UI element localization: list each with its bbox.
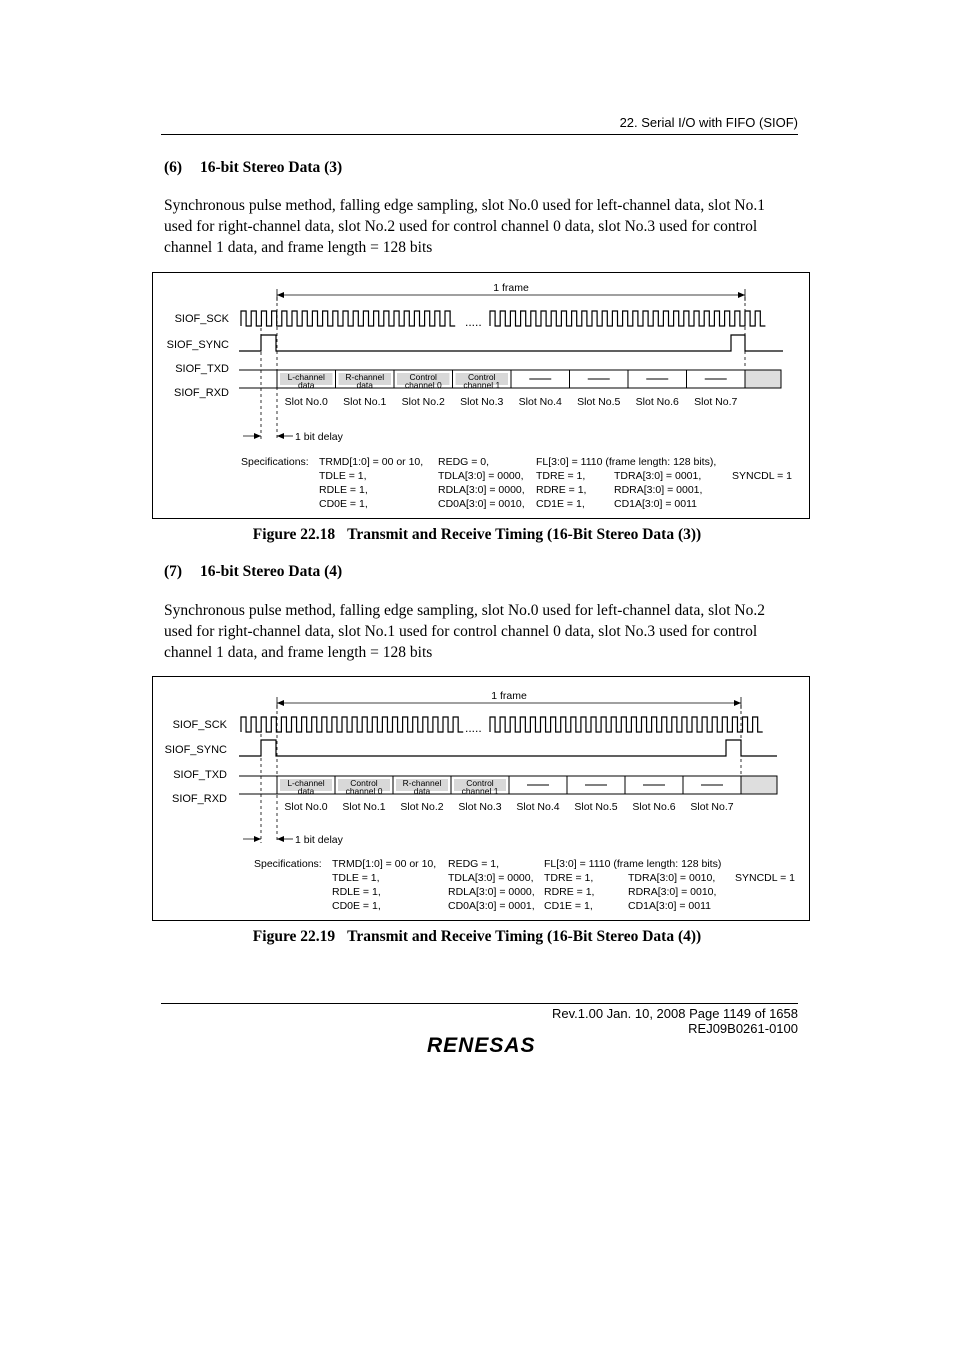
slot-label: Slot No.0 bbox=[284, 801, 328, 813]
data-cell-label: Control bbox=[468, 372, 496, 382]
spec-entry: CD1A[3:0] = 0011 bbox=[614, 498, 697, 510]
spec-entry: TDLA[3:0] = 0000, bbox=[448, 872, 534, 884]
spec-entry: RDRE = 1, bbox=[536, 484, 587, 496]
sck-break-ellipsis: ..... bbox=[465, 315, 482, 329]
data-cell-label: Control bbox=[466, 778, 494, 788]
section-6-title: 16-bit Stereo Data (3) bbox=[200, 159, 343, 176]
bit-delay-arrow-right bbox=[254, 836, 261, 842]
section-7-title: 16-bit Stereo Data (4) bbox=[200, 563, 343, 580]
spec-entry: TDLE = 1, bbox=[332, 872, 380, 884]
label-siof-sync: SIOF_SYNC bbox=[164, 744, 227, 756]
data-cell-label: R-channel bbox=[402, 778, 442, 788]
spec-entry: TDLE = 1, bbox=[319, 470, 367, 482]
spec-entry: RDRA[3:0] = 0001, bbox=[614, 484, 703, 496]
spec-entry: FL[3:0] = 1110 (frame length: 128 bits), bbox=[536, 456, 717, 468]
label-siof-rxd: SIOF_RXD bbox=[173, 387, 229, 399]
section-6-heading bbox=[164, 159, 342, 177]
footer-rule bbox=[161, 1003, 798, 1004]
slot-label: Slot No.3 bbox=[458, 801, 502, 813]
spec-entry: REDG = 0, bbox=[438, 456, 490, 468]
revision-info: Rev.1.00 Jan. 10, 2008 Page 1149 of 1658 bbox=[552, 1006, 798, 1021]
renesas-logo bbox=[425, 1033, 543, 1057]
data-cell-label: Control bbox=[350, 778, 378, 788]
spec-entry: TDRA[3:0] = 0001, bbox=[614, 470, 702, 482]
frame-arrow-left bbox=[277, 700, 284, 706]
slot-label: Slot No.1 bbox=[342, 801, 386, 813]
paragraph-line: channel 1 data, and frame length = 128 bits bbox=[164, 644, 433, 661]
data-cell-label: data bbox=[297, 786, 315, 796]
label-siof-sck: SIOF_SCK bbox=[174, 313, 229, 325]
specifications-label: Specifications: bbox=[254, 858, 322, 870]
section-7-heading bbox=[164, 563, 342, 581]
spec-entry: CD0A[3:0] = 0010, bbox=[438, 498, 525, 510]
spec-entry: SYNCDL = 1 bbox=[735, 872, 796, 884]
sck-waveform-part-1 bbox=[241, 717, 463, 732]
figure-22-19-box bbox=[152, 676, 810, 921]
label-siof-sync: SIOF_SYNC bbox=[166, 339, 229, 351]
bit-delay-label: 1 bit delay bbox=[295, 834, 343, 846]
timing-diagram-22-19 bbox=[153, 677, 809, 920]
section-7-number: (7) bbox=[164, 563, 183, 580]
slot-label: Slot No.7 bbox=[690, 801, 734, 813]
spec-entry: SYNCDL = 1 bbox=[732, 470, 793, 482]
figure-number: Figure 22.18 bbox=[252, 526, 336, 543]
data-cell-label: channel 0 bbox=[404, 380, 442, 390]
spec-entry: TDRE = 1, bbox=[544, 872, 594, 884]
label-siof-sck: SIOF_SCK bbox=[172, 719, 227, 731]
spec-entry: TRMD[1:0] = 00 or 10, bbox=[319, 456, 424, 468]
frame-arrow-left bbox=[277, 292, 284, 298]
spec-entry: RDLE = 1, bbox=[319, 484, 368, 496]
figure-22-19-caption bbox=[0, 928, 954, 946]
spec-entry: RDRE = 1, bbox=[544, 886, 595, 898]
slot-label: Slot No.1 bbox=[343, 396, 387, 408]
sck-waveform-part-2 bbox=[490, 311, 765, 326]
sync-waveform bbox=[239, 740, 777, 756]
spec-entry: FL[3:0] = 1110 (frame length: 128 bits) bbox=[544, 858, 722, 870]
data-cell-label: R-channel bbox=[345, 372, 385, 382]
slot-label: Slot No.4 bbox=[516, 801, 560, 813]
spec-entry: CD1E = 1, bbox=[544, 900, 593, 912]
slot-label: Slot No.6 bbox=[635, 396, 679, 408]
figure-title: Transmit and Receive Timing (16-Bit Stereo Data (4)) bbox=[347, 928, 702, 945]
frame-arrow-right bbox=[738, 292, 745, 298]
spec-entry: CD1A[3:0] = 0011 bbox=[628, 900, 711, 912]
label-siof-rxd: SIOF_RXD bbox=[171, 793, 227, 805]
paragraph-line: Synchronous pulse method, falling edge sampling, slot No.0 used for left-channel data, slot No.1 bbox=[164, 197, 765, 214]
figure-22-18-caption bbox=[0, 526, 954, 544]
data-cell-label: channel 0 bbox=[345, 786, 383, 796]
slot-label: Slot No.2 bbox=[400, 801, 444, 813]
section-6-number: (6) bbox=[164, 159, 183, 176]
figure-title: Transmit and Receive Timing (16-Bit Stereo Data (3)) bbox=[347, 526, 702, 543]
paragraph-line: used for right-channel data, slot No.1 used for control channel 0 data, slot No.3 used for control bbox=[164, 623, 758, 640]
frame-label: 1 frame bbox=[491, 690, 527, 702]
spec-entry: CD1E = 1, bbox=[536, 498, 585, 510]
sck-waveform-part-2 bbox=[490, 717, 763, 732]
data-cell-label: Control bbox=[409, 372, 437, 382]
paragraph-line: used for right-channel data, slot No.2 used for control channel 0 data, slot No.3 used for control bbox=[164, 218, 758, 235]
post-frame-region bbox=[745, 370, 781, 388]
data-cell-label: data bbox=[297, 380, 315, 390]
bit-delay-label: 1 bit delay bbox=[295, 431, 343, 443]
section-7-paragraph bbox=[164, 600, 804, 663]
spec-entry: REDG = 1, bbox=[448, 858, 500, 870]
bit-delay-arrow-left bbox=[277, 433, 284, 439]
spec-entry: CD0A[3:0] = 0001, bbox=[448, 900, 535, 912]
sck-waveform-part-1 bbox=[241, 311, 455, 326]
sync-waveform bbox=[239, 335, 783, 351]
slot-label: Slot No.5 bbox=[577, 396, 621, 408]
frame-label: 1 frame bbox=[493, 282, 529, 294]
bit-delay-arrow-right bbox=[254, 433, 261, 439]
spec-entry: CD0E = 1, bbox=[319, 498, 368, 510]
header-rule bbox=[161, 134, 798, 135]
figure-number: Figure 22.19 bbox=[252, 928, 336, 945]
label-siof-txd: SIOF_TXD bbox=[175, 363, 229, 375]
frame-arrow-right bbox=[734, 700, 741, 706]
spec-entry: TDLA[3:0] = 0000, bbox=[438, 470, 524, 482]
specifications-label: Specifications: bbox=[241, 456, 309, 468]
slot-label: Slot No.7 bbox=[694, 396, 738, 408]
spec-entry: CD0E = 1, bbox=[332, 900, 381, 912]
running-header: 22. Serial I/O with FIFO (SIOF) bbox=[619, 115, 798, 130]
sck-break-ellipsis: ..... bbox=[465, 721, 482, 735]
data-cell-label: channel 1 bbox=[463, 380, 501, 390]
paragraph-line: Synchronous pulse method, falling edge sampling, slot No.0 used for left-channel data, slot No.2 bbox=[164, 602, 765, 619]
spec-entry: TDRE = 1, bbox=[536, 470, 586, 482]
data-cell-label: L-channel bbox=[287, 372, 325, 382]
page-footer bbox=[552, 1006, 798, 1036]
slot-label: Slot No.4 bbox=[518, 396, 562, 408]
spec-entry: RDLA[3:0] = 0000, bbox=[438, 484, 525, 496]
spec-entry: TDRA[3:0] = 0010, bbox=[628, 872, 716, 884]
section-6-paragraph bbox=[164, 195, 804, 258]
data-cell-label: data bbox=[413, 786, 431, 796]
data-cell-label: data bbox=[356, 380, 374, 390]
data-cell-label: L-channel bbox=[287, 778, 325, 788]
figure-22-18-box bbox=[152, 272, 810, 519]
logo-wordmark: RENESAS bbox=[427, 1034, 536, 1057]
document-code: REJ09B0261-0100 bbox=[688, 1021, 798, 1036]
spec-entry: TRMD[1:0] = 00 or 10, bbox=[332, 858, 437, 870]
slot-label: Slot No.6 bbox=[632, 801, 676, 813]
data-cell-label: channel 1 bbox=[461, 786, 499, 796]
paragraph-line: channel 1 data, and frame length = 128 bits bbox=[164, 239, 433, 256]
slot-label: Slot No.0 bbox=[284, 396, 328, 408]
slot-label: Slot No.2 bbox=[401, 396, 445, 408]
slot-label: Slot No.3 bbox=[460, 396, 504, 408]
timing-diagram-22-18 bbox=[153, 273, 809, 518]
bit-delay-arrow-left bbox=[277, 836, 284, 842]
spec-entry: RDLA[3:0] = 0000, bbox=[448, 886, 535, 898]
spec-entry: RDLE = 1, bbox=[332, 886, 381, 898]
slot-label: Slot No.5 bbox=[574, 801, 618, 813]
post-frame-region bbox=[741, 776, 777, 794]
spec-entry: RDRA[3:0] = 0010, bbox=[628, 886, 717, 898]
label-siof-txd: SIOF_TXD bbox=[173, 769, 227, 781]
